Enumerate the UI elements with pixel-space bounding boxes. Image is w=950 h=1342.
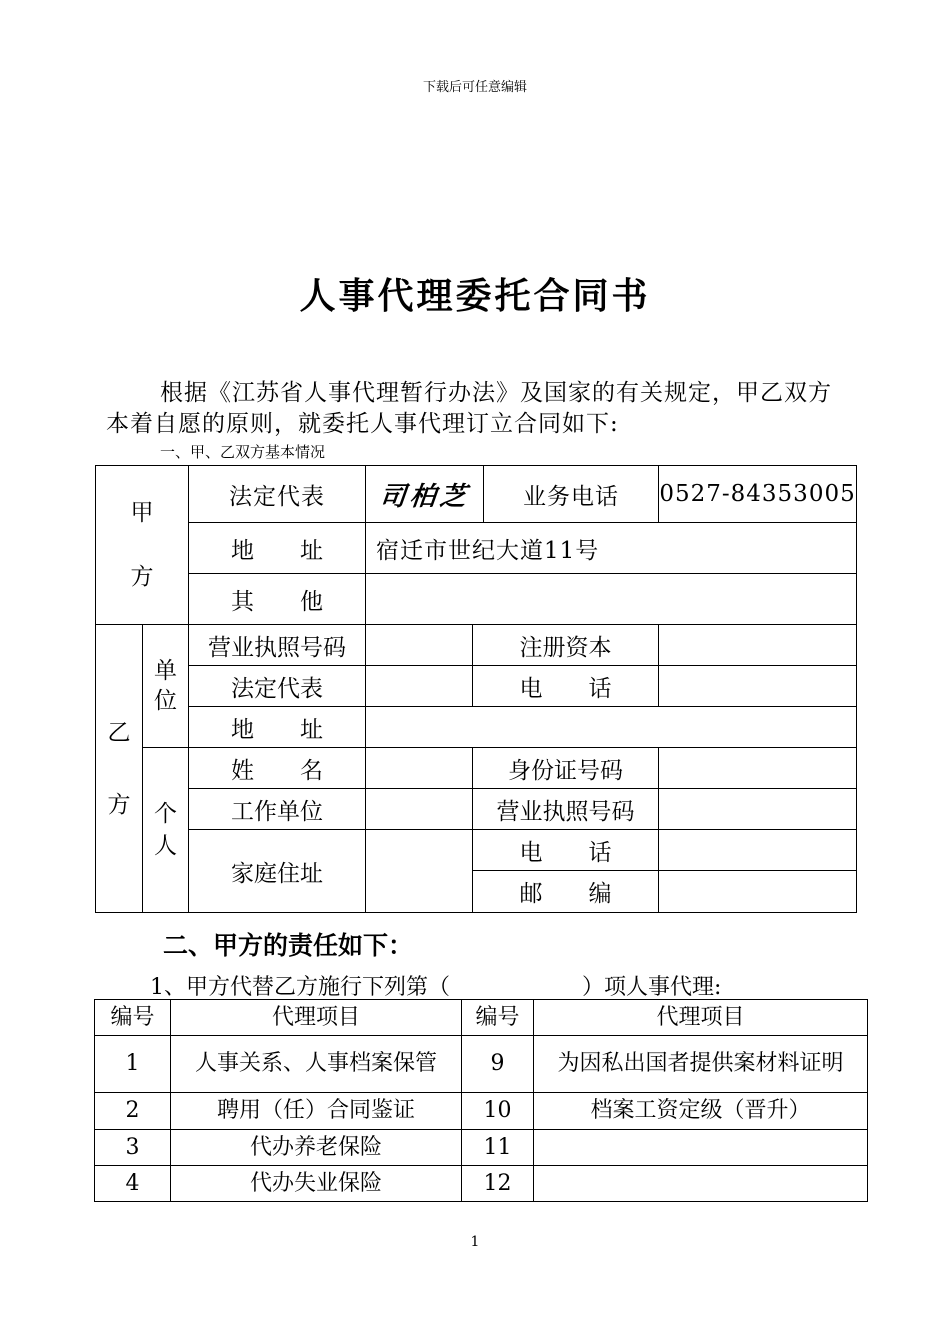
party-a-legal-rep-signature: 司柏芝 [366,466,484,523]
section1-heading: 一、甲、乙双方基本情况 [160,443,326,461]
unit-license-value [366,625,473,666]
person-id-label: 身份证号码 [473,748,659,789]
party-a-other-label: 其 他 [189,574,366,625]
unit-address-value [366,707,857,748]
unit-legal-rep-label: 法定代表 [189,666,366,707]
person-work-unit-label: 工作单位 [189,789,366,830]
item-description: 代办失业保险 [171,1166,462,1202]
item-description: 人事关系、人事档案保管 [171,1036,462,1093]
person-postcode-value [659,871,857,913]
unit-capital-value [659,625,857,666]
person-license-value [659,789,857,830]
item-number: 1 [95,1036,171,1093]
person-phone-label: 电 话 [473,830,659,871]
party-a-phone-label: 业务电话 [484,466,659,523]
item-description [534,1130,868,1166]
document-title: 人事代理委托合同书 [299,275,651,317]
item-number: 3 [95,1130,171,1166]
parties-table [95,465,857,913]
item-description: 为因私出国者提供案材料证明 [534,1036,868,1093]
person-home-address-value [366,830,473,913]
party-a-address-label: 地 址 [189,523,366,574]
items-header-item: 代理项目 [534,1000,868,1036]
item-number: 4 [95,1166,171,1202]
item-description: 聘用（任）合同鉴证 [171,1093,462,1130]
item1-line: 1、甲方代替乙方施行下列第（ ）项人事代理: [150,975,722,1000]
person-license-label: 营业执照号码 [473,789,659,830]
person-name-value [366,748,473,789]
party-b-label: 乙方 [96,625,143,913]
item-description: 档案工资定级（晋升） [534,1093,868,1130]
item-number: 9 [462,1036,534,1093]
item-number: 10 [462,1093,534,1130]
person-name-label: 姓 名 [189,748,366,789]
person-phone-value [659,830,857,871]
party-a-other-value [366,574,857,625]
party-b-person-label: 个人 [143,748,189,913]
items-header-item: 代理项目 [171,1000,462,1036]
person-postcode-label: 邮 编 [473,871,659,913]
party-a-address-value: 宿迁市世纪大道11号 [366,523,857,574]
unit-legal-rep-value [366,666,473,707]
person-work-unit-value [366,789,473,830]
section2-heading: 二、甲方的责任如下： [163,931,414,960]
intro-paragraph: 根据《江苏省人事代理暂行办法》及国家的有关规定，甲乙双方本着自愿的原则，就委托人事代理订立合同如下: [106,380,832,437]
unit-capital-label: 注册资本 [473,625,659,666]
item-description: 代办养老保险 [171,1130,462,1166]
item-number: 12 [462,1166,534,1202]
unit-license-label: 营业执照号码 [189,625,366,666]
unit-phone-value [659,666,857,707]
page-number: 1 [470,1234,480,1250]
items-header-number: 编号 [462,1000,534,1036]
header-note: 下载后可任意编辑 [422,80,527,95]
party-a-label: 甲方 [96,466,189,625]
party-b-unit-label: 单位 [143,625,189,748]
party-a-legal-rep-label: 法定代表 [189,466,366,523]
item-description [534,1166,868,1202]
agency-items-table [94,999,868,1202]
unit-phone-label: 电 话 [473,666,659,707]
item-number: 11 [462,1130,534,1166]
person-home-address-label: 家庭住址 [189,830,366,913]
unit-address-label: 地 址 [189,707,366,748]
items-header-number: 编号 [95,1000,171,1036]
item-number: 2 [95,1093,171,1130]
party-a-phone-value: 0527-84353005 [659,466,857,523]
person-id-value [659,748,857,789]
